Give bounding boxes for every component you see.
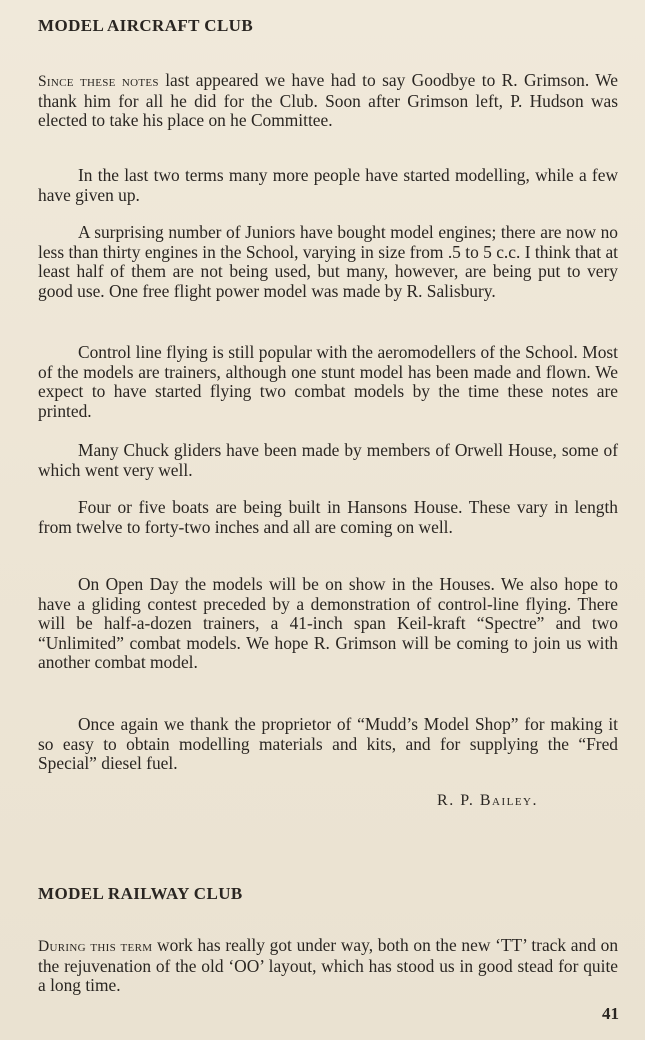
- railway-lead-words: During this term: [38, 938, 153, 955]
- aircraft-heading: MODEL AIRCRAFT CLUB: [38, 16, 254, 35]
- aircraft-paragraph-1: [38, 71, 618, 131]
- aircraft-paragraph-6: Four or five boats are being built in Hansons House. These vary in length from twelve to forty-two inches and all are coming on well.: [38, 497, 618, 537]
- aircraft-paragraph-2: In the last two terms many more people have started modelling, while a few have given up.: [38, 165, 618, 205]
- aircraft-signature: R. P. Bailey.: [437, 792, 538, 809]
- aircraft-paragraph-1-text: last appeared we have had to say Goodbye to R. Grimson. We thank him for all he did for the Club. Soon after Grimson left, P. Hudson was elected to take his place on he Committee.: [38, 70, 618, 130]
- aircraft-paragraph-8: Once again we thank the proprietor of “Mudd’s Model Shop” for making it so easy to obtain modelling materials and kits, and for supplying the “Fred Special” diesel fuel.: [38, 714, 618, 773]
- aircraft-paragraph-4: Control line flying is still popular with the aeromodellers of the School. Most of the models are trainers, although one stunt model has been made and flown. We expect to have started flying two combat models by the time these notes are printed.: [38, 342, 618, 421]
- aircraft-paragraph-7: On Open Day the models will be on show in the Houses. We also hope to have a gliding contest preceded by a demonstration of control-line flying. There will be half-a-dozen trainers, a 41-inch span Keil-kraft “Spectre” and two “Unlimited” combat models. We hope R. Grimson will be coming to join us with another combat model.: [38, 574, 618, 672]
- page-number: 41: [602, 1004, 619, 1023]
- aircraft-paragraph-5: Many Chuck gliders have been made by members of Orwell House, some of which went very well.: [38, 440, 618, 480]
- railway-paragraph-1: [38, 936, 618, 996]
- aircraft-paragraph-3: A surprising number of Juniors have bought model engines; there are now no less than thirty engines in the School, varying in size from .5 to 5 c.c. I think that at least half of them are not being used, but many, however, are being put to very good use. One free flight power model was made by R. Salisbury.: [38, 222, 618, 301]
- aircraft-lead-words: Since these notes: [38, 73, 159, 90]
- railway-paragraph-1-text: work has really got under way, both on the new ‘TT’ track and on the rejuvenation of the old ‘OO’ layout, which has stood us in good stead for quite a long time.: [38, 935, 619, 995]
- railway-heading: MODEL RAILWAY CLUB: [38, 884, 243, 903]
